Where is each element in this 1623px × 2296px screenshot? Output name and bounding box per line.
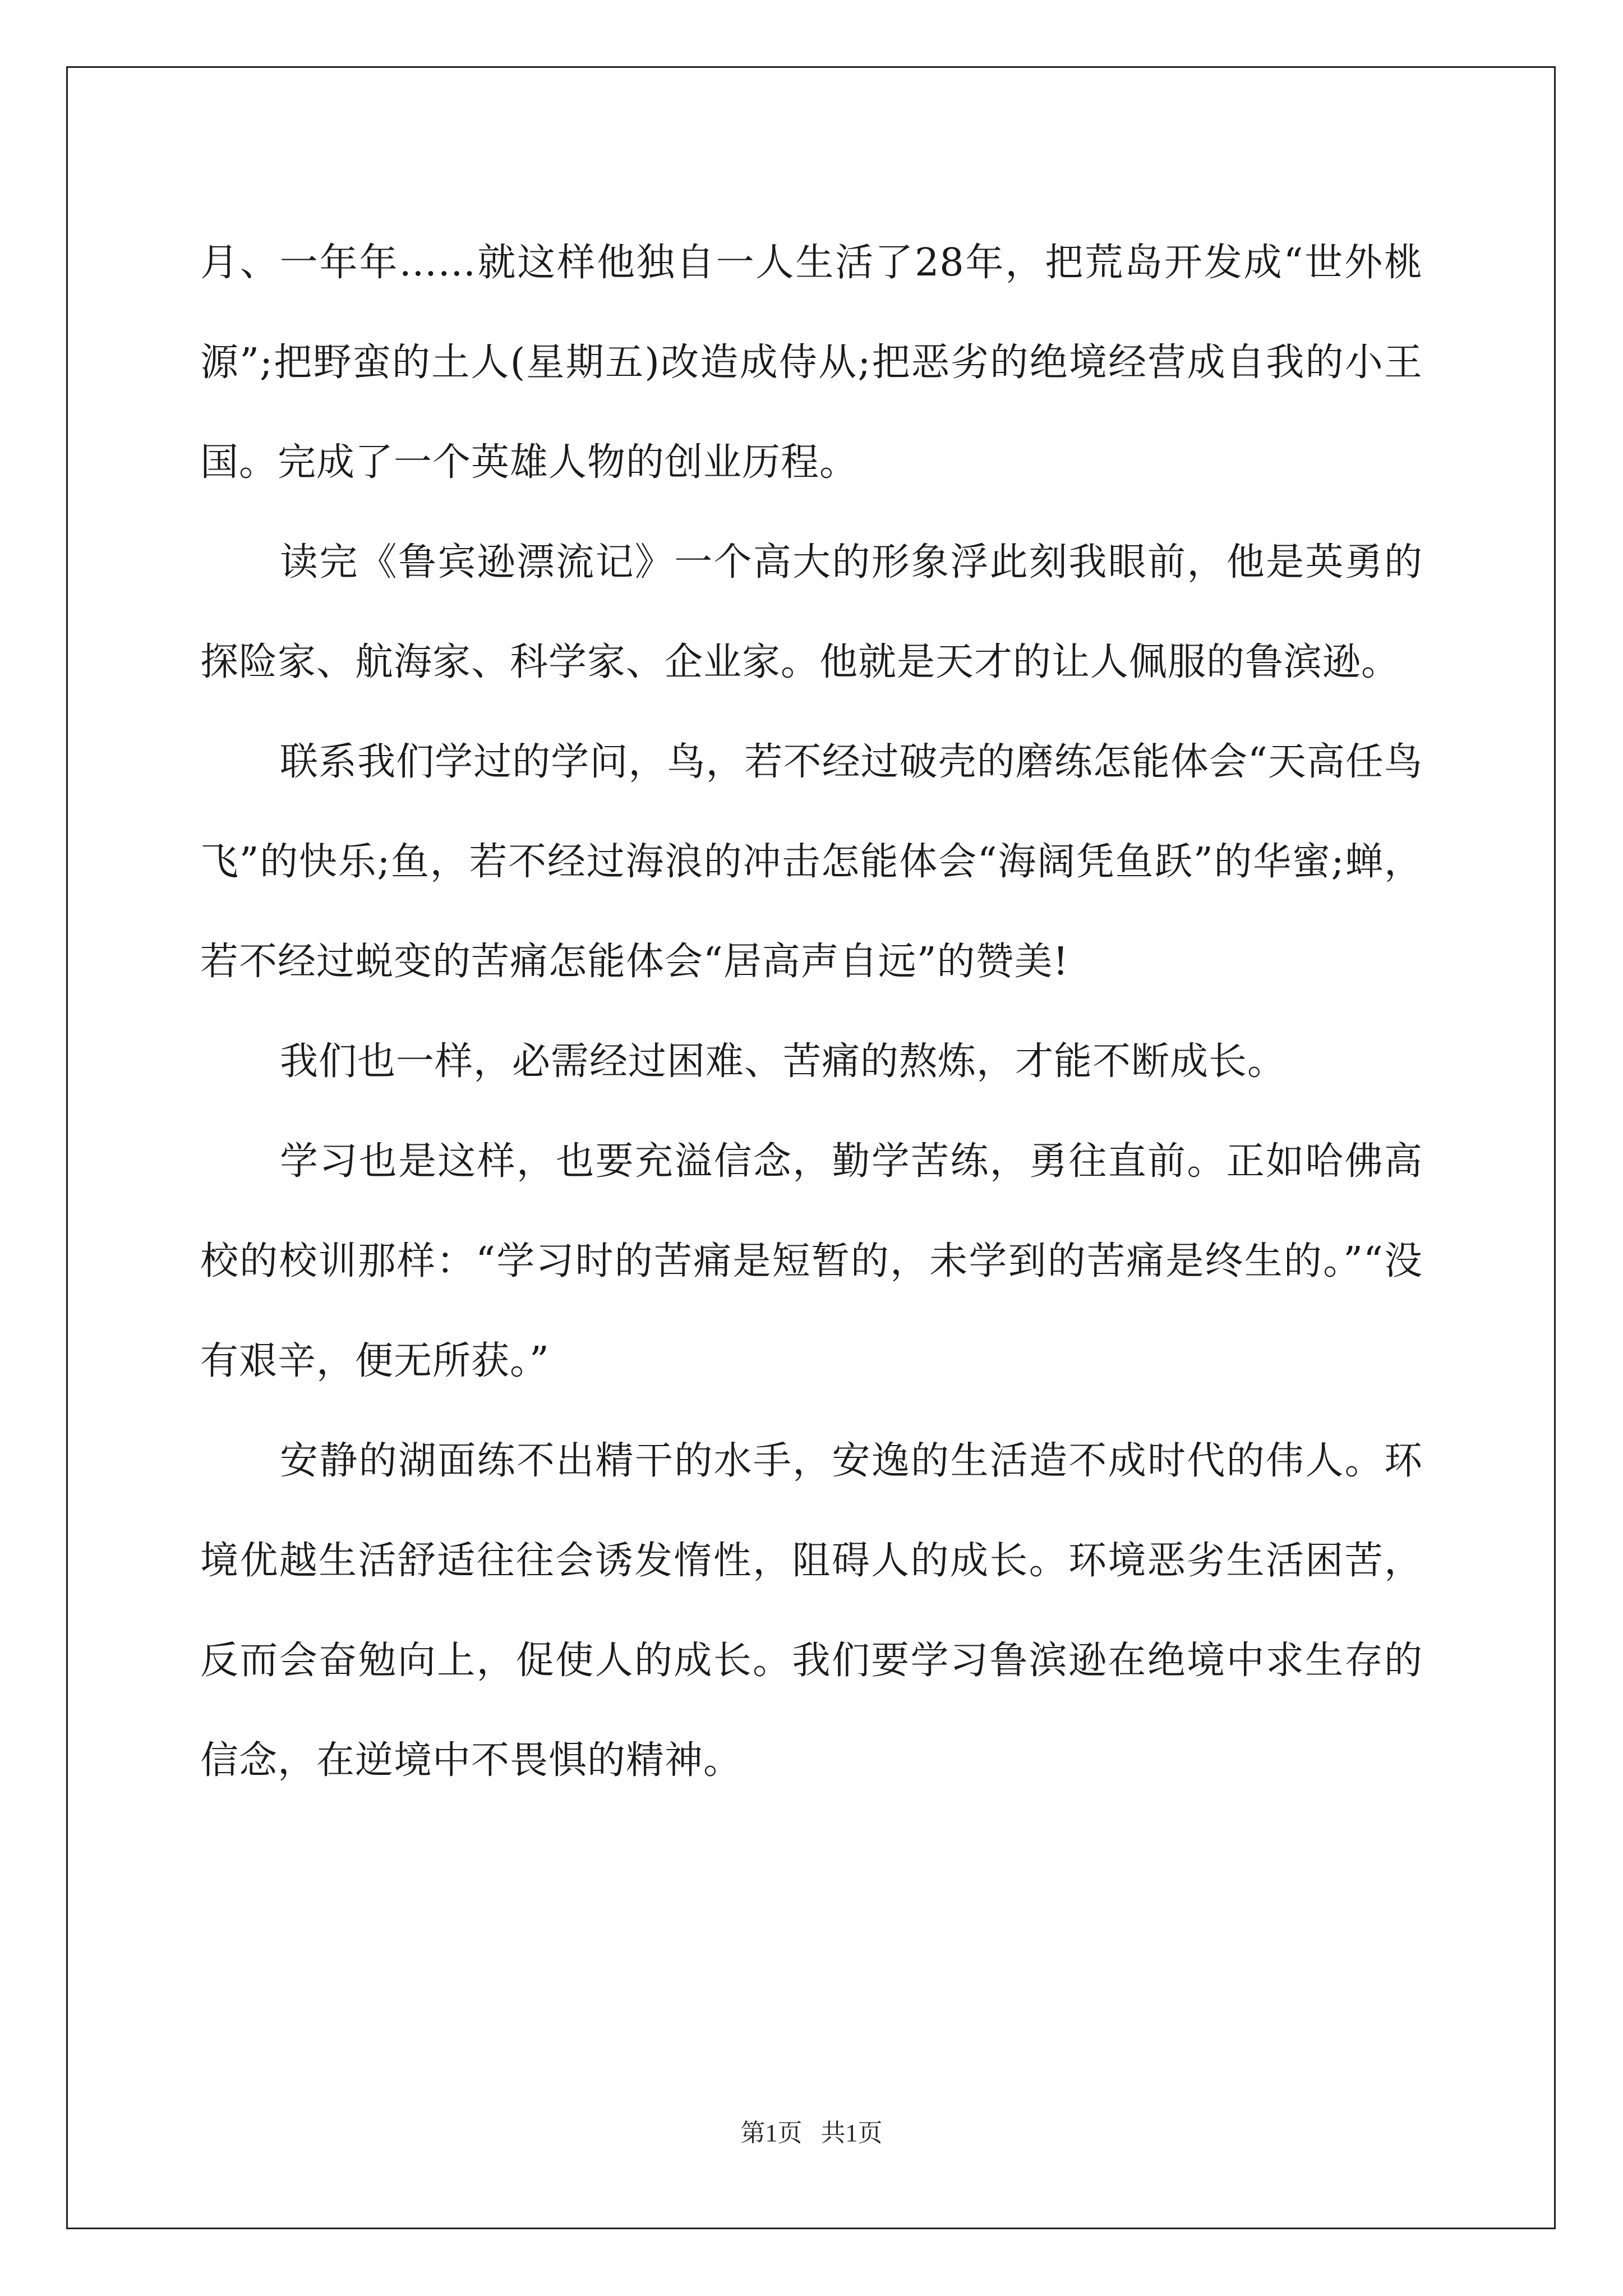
paragraph-3: 联系我们学过的学问，鸟，若不经过破壳的磨练怎能体会“天高任鸟飞”的快乐;鱼，若不经过海浪的冲击怎能体会“海阔凭鱼跃”的华蜜;蝉，若不经过蜕变的苦痛怎能体会“居高声自远”的赞美! (200, 740, 1423, 984)
paragraph-4: 我们也一样，必需经过困难、苦痛的熬炼，才能不断成长。 (280, 1039, 1287, 1084)
paragraph-1: 月、一年年……就这样他独自一人生活了28年，把荒岛开发成“世外桃源”;把野蛮的土人(星期五)改造成侍从;把恶劣的绝境经营成自我的小王国。完成了一个英雄人物的创业历程。 (200, 241, 1423, 485)
paragraph-5: 学习也是这样，也要充溢信念，勤学苦练，勇往直前。正如哈佛高校的校训那样：“学习时的苦痛是短暂的，未学到的苦痛是终生的。”“没有艰辛，便无所获。” (200, 1139, 1423, 1383)
paragraph-6: 安静的湖面练不出精干的水手，安逸的生活造不成时代的伟人。环境优越生活舒适往往会诱发惰性，阻碍人的成长。环境恶劣生活困苦，反而会奋勉向上，促使人的成长。我们要学习鲁滨逊在绝境中求生存的信念，在逆境中不畏惧的精神。 (200, 1439, 1423, 1783)
page-number-footer: 第1页 共1页 (740, 2119, 883, 2147)
document-body (200, 213, 1423, 1811)
paragraph-2: 读完《鲁宾逊漂流记》一个高大的形象浮此刻我眼前，他是英勇的探险家、航海家、科学家、企业家。他就是天才的让人佩服的鲁滨逊。 (200, 540, 1423, 684)
